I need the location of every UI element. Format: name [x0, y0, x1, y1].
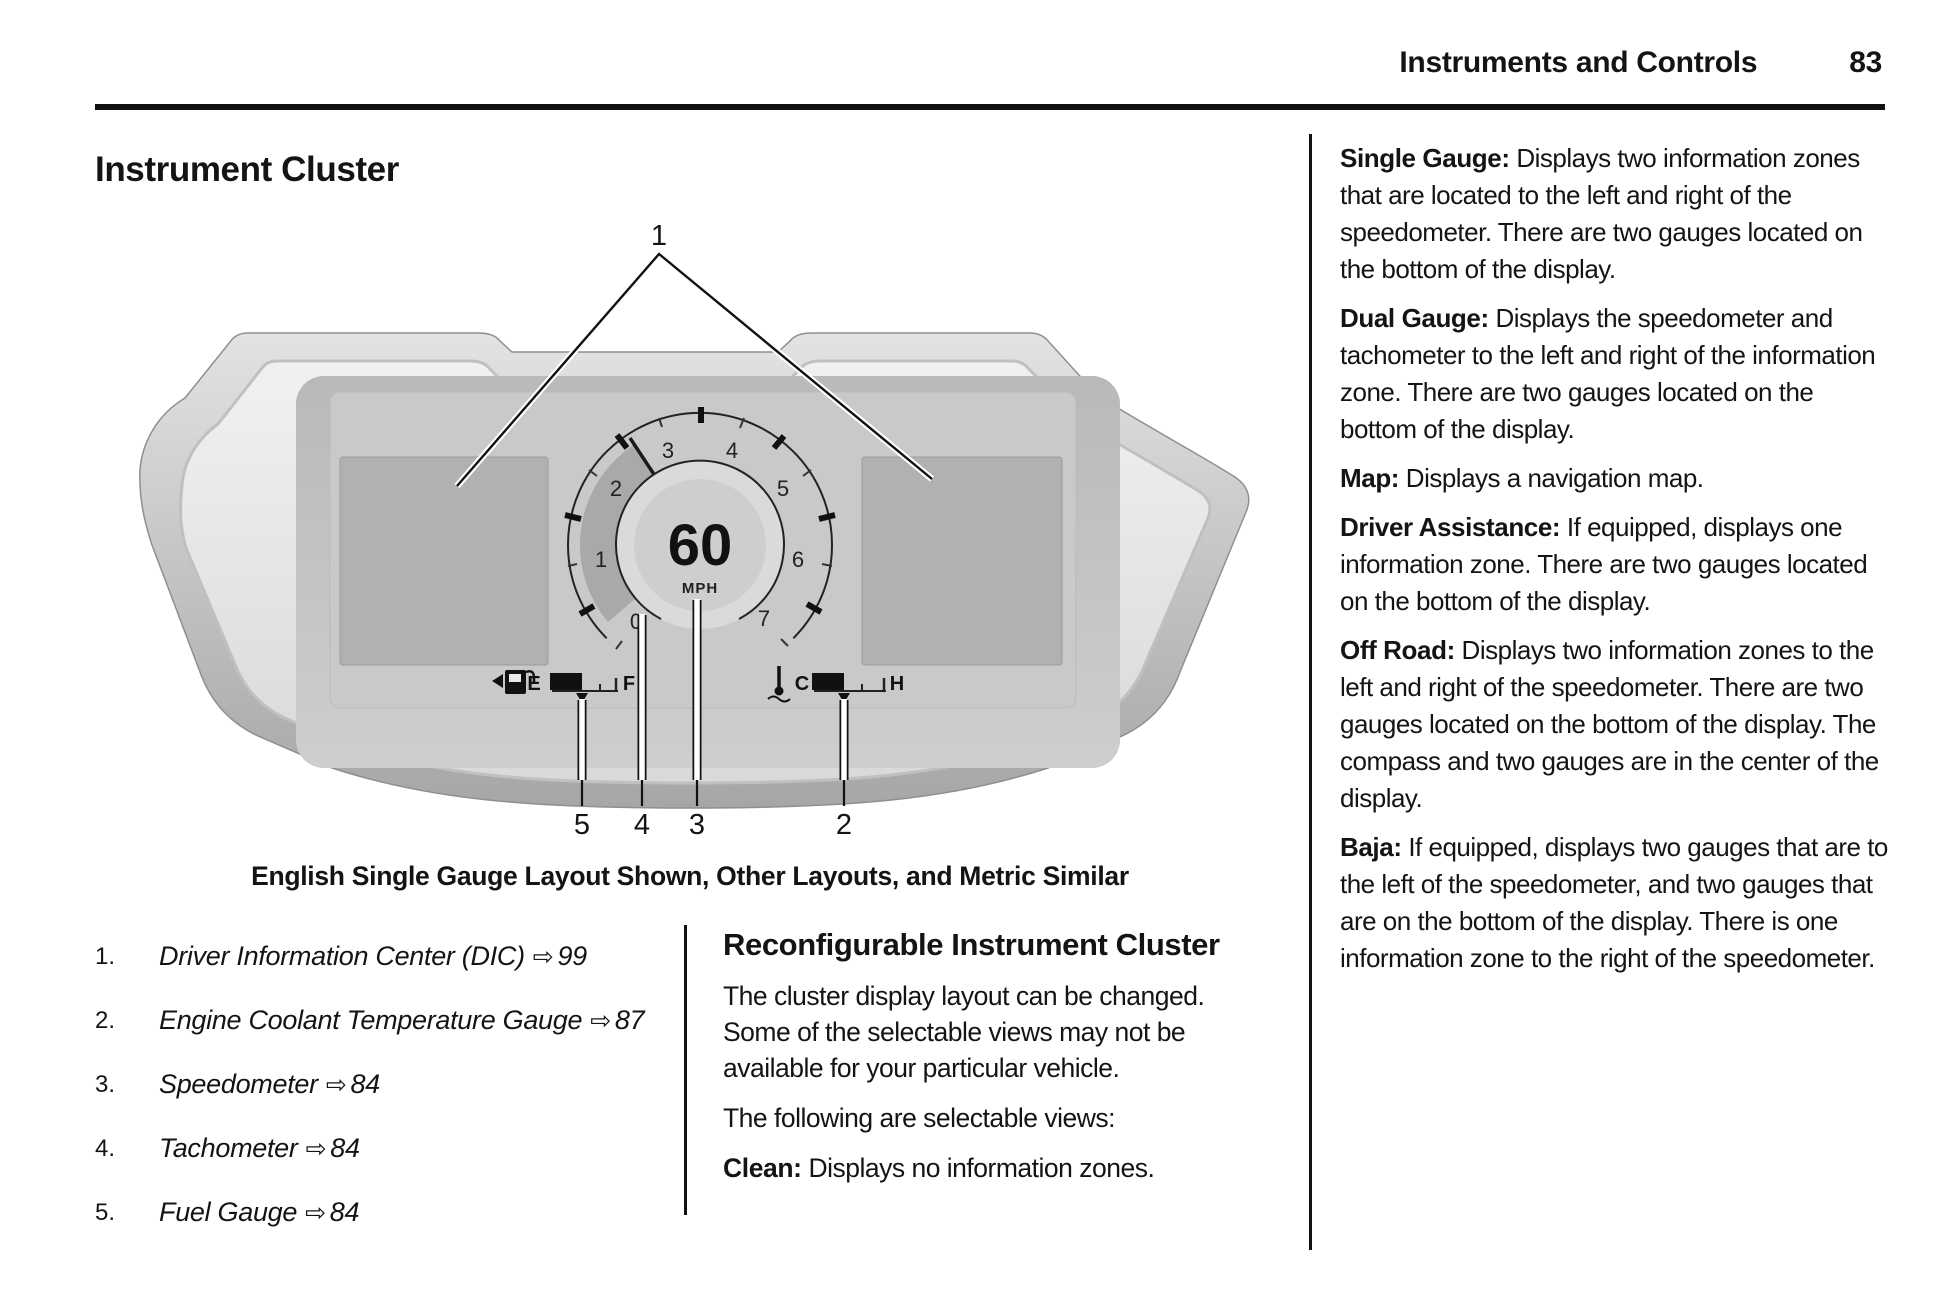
page-header	[1399, 46, 1882, 80]
paragraph: The following are selectable views:	[723, 1103, 1115, 1133]
legend-item-number: 1.	[95, 943, 116, 970]
info-zone-right	[862, 457, 1062, 665]
tach-number: 3	[661, 438, 675, 463]
page-title: Instrument Cluster	[95, 150, 399, 189]
view-term: Off Road:	[1340, 635, 1455, 665]
right-column	[1340, 140, 1888, 989]
legend-item-label: Fuel Gauge	[159, 1197, 298, 1227]
legend-item-label: Speedometer	[159, 1069, 318, 1099]
view-description: Displays no information zones.	[801, 1153, 1155, 1183]
fuel-level-bar	[550, 673, 582, 690]
fuel-full-label: F	[622, 673, 636, 695]
legend-item-page: 87	[614, 1005, 645, 1035]
legend-item	[95, 1004, 680, 1037]
fuel-empty-label: E	[527, 673, 541, 695]
view-description: If equipped, displays one information zone. There are two gauges located on the bottom of the display.	[1340, 512, 1868, 616]
view-term: Baja:	[1340, 832, 1402, 862]
header-page-number: 83	[1849, 46, 1882, 79]
view-term: Clean:	[723, 1153, 802, 1183]
view-description: Displays two information zones that are located to the left and right of the speedometer. There are two gauges located on the bottom of the display.	[1340, 143, 1863, 284]
middle-column	[723, 928, 1273, 1200]
legend-item	[95, 1068, 680, 1101]
view-term: Map:	[1340, 463, 1400, 493]
view-description: Displays the speedometer and tachometer to the left and right of the information zone. There are two gauges located on the bottom of the display.	[1340, 303, 1876, 444]
paragraph	[1340, 829, 1888, 977]
legend-item-number: 4.	[95, 1135, 116, 1162]
column-divider-left	[684, 925, 687, 1215]
legend-item-page: 84	[329, 1197, 360, 1227]
section-heading: Reconfigurable Instrument Cluster	[723, 927, 1220, 962]
callout-label-1: 1	[650, 220, 668, 252]
tach-number: 1	[594, 547, 608, 572]
speed-unit: MPH	[681, 580, 719, 597]
callout-label-2: 2	[835, 809, 853, 841]
instrument-cluster-diagram	[0, 180, 1330, 860]
legend-item	[95, 1132, 680, 1165]
callout-label-3: 3	[688, 809, 706, 841]
header-rule	[95, 104, 1885, 110]
tach-number: 4	[725, 438, 739, 463]
temp-level-bar	[812, 673, 844, 690]
header-section-title: Instruments and Controls	[1399, 46, 1758, 79]
legend-item-number: 2.	[95, 1007, 116, 1034]
legend-item-label: Tachometer	[159, 1133, 298, 1163]
view-term: Dual Gauge:	[1340, 303, 1489, 333]
legend-item-page: 84	[350, 1069, 380, 1099]
paragraph	[1340, 300, 1888, 448]
view-term: Driver Assistance:	[1340, 512, 1561, 542]
paragraph	[1340, 140, 1888, 288]
tach-number: 0	[629, 609, 643, 634]
paragraph: The cluster display layout can be changed. Some of the selectable views may not be available for your particular vehicle.	[723, 981, 1205, 1083]
legend-item-number: 3.	[95, 1071, 116, 1098]
view-term: Single Gauge:	[1340, 143, 1510, 173]
speed-value: 60	[667, 513, 733, 578]
paragraph	[1340, 460, 1888, 497]
legend-item-label: Engine Coolant Temperature Gauge	[159, 1005, 583, 1035]
view-description: Displays two information zones to the left and right of the speedometer. There are two gauges located on the bottom of the display. The compass and two gauges are in the center of the display.	[1340, 635, 1879, 813]
tach-number: 6	[791, 547, 805, 572]
view-description: Displays a navigation map.	[1399, 463, 1704, 493]
tach-number: 7	[757, 606, 771, 631]
page-reference-arrow-icon: ⇨	[305, 1199, 326, 1227]
tach-number: 5	[776, 476, 790, 501]
page-reference-arrow-icon: ⇨	[325, 1071, 347, 1099]
temp-cold-label: C	[794, 673, 810, 695]
page-reference-arrow-icon: ⇨	[590, 1007, 611, 1035]
legend-list	[95, 940, 680, 1260]
page-reference-arrow-icon: ⇨	[305, 1135, 327, 1163]
paragraph	[1340, 632, 1888, 817]
view-description: If equipped, displays two gauges that are to the left of the speedometer, and two gauges that are on the bottom of the display. There is one information zone to the right of the speedometer.	[1340, 832, 1888, 973]
column-divider-right	[1309, 134, 1312, 1250]
legend-item	[95, 940, 680, 973]
paragraph	[1340, 509, 1888, 620]
legend-item-label: Driver Information Center (DIC)	[159, 941, 525, 971]
legend-item	[95, 1196, 680, 1229]
paragraph	[723, 1150, 1273, 1186]
temp-hot-label: H	[889, 673, 905, 695]
legend-item-number: 5.	[95, 1199, 116, 1226]
info-zone-left	[340, 457, 548, 665]
page-reference-arrow-icon: ⇨	[532, 943, 554, 971]
legend-item-page: 84	[330, 1133, 360, 1163]
callout-label-4: 4	[633, 809, 651, 841]
diagram-caption: English Single Gauge Layout Shown, Other Layouts, and Metric Similar	[251, 861, 1129, 891]
legend-item-page: 99	[557, 941, 587, 971]
tach-number: 2	[609, 476, 623, 501]
callout-label-5: 5	[573, 809, 591, 841]
